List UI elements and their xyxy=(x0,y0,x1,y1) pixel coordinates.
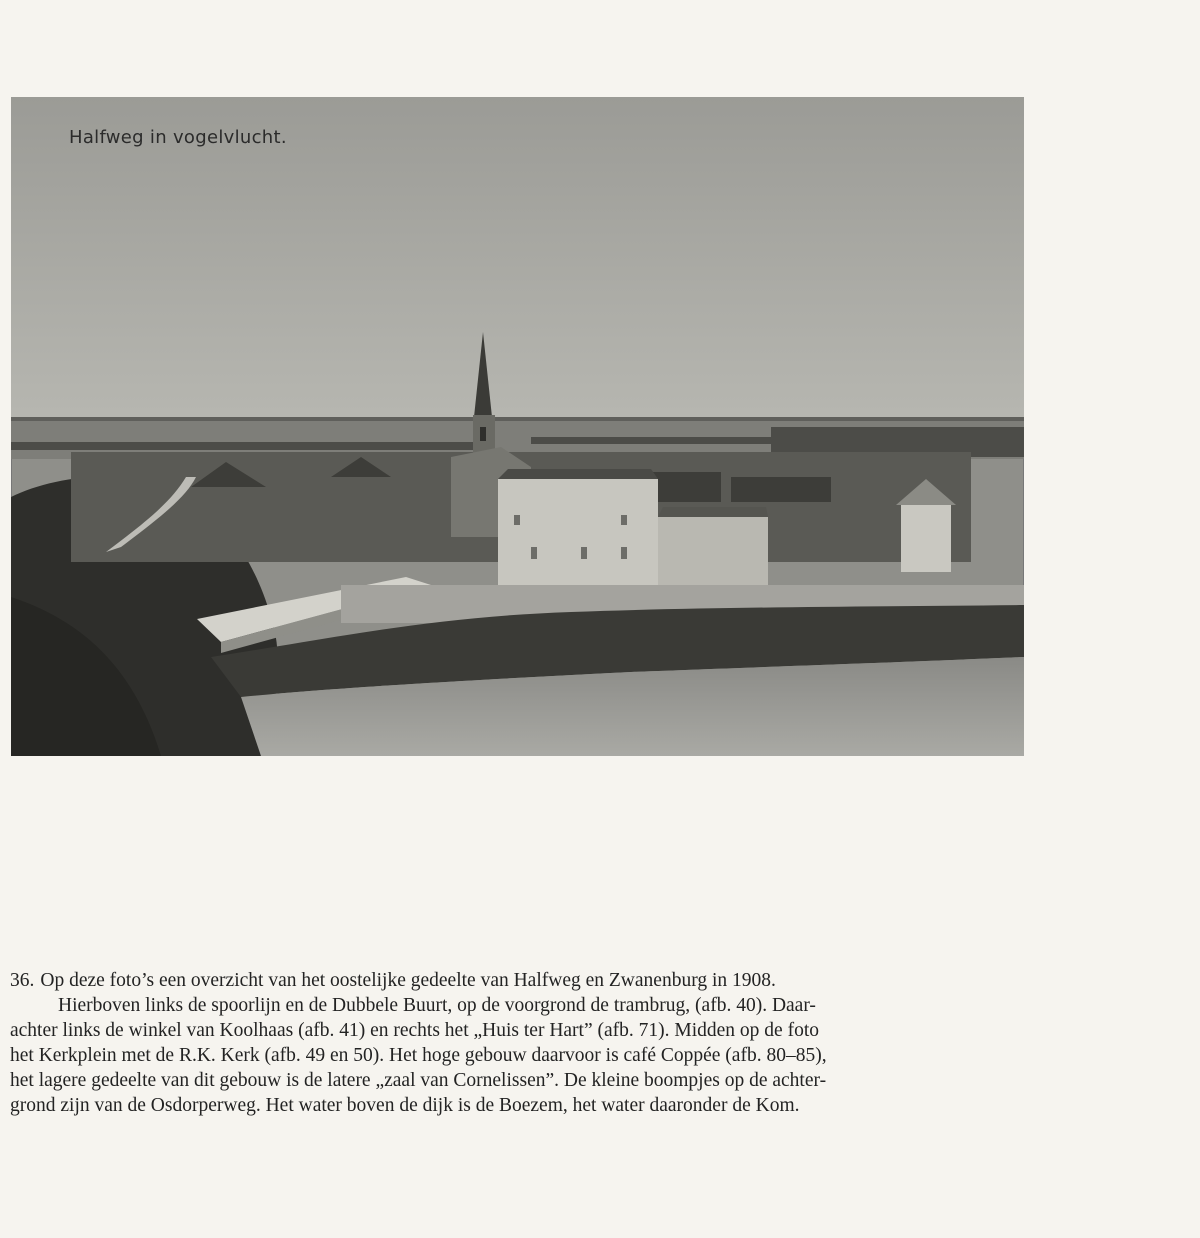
caption-number: 36. xyxy=(10,970,35,991)
caption-text xyxy=(10,968,1030,1118)
historic-photo xyxy=(11,97,1024,756)
caption-line-4: het Kerkplein met de R.K. Kerk (afb. 49 en 50). Het hoge gebouw daarvoor is café Coppée (afb. 80–85), xyxy=(10,1045,827,1066)
photo-illustration xyxy=(11,97,1024,756)
caption-line-1: 36. Op deze foto’s een overzicht van het oostelijke gedeelte van Halfweg en Zwanenburg in 1908. xyxy=(10,970,776,991)
caption-line-3: achter links de winkel van Koolhaas (afb. 41) en rechts het „Huis ter Hart” (afb. 71). Midden op de foto xyxy=(10,1020,819,1041)
photo-caption: Halfweg in vogelvlucht. xyxy=(69,127,287,148)
caption-line-2: Hierboven links de spoorlijn en de Dubbele Buurt, op de voorgrond de trambrug, (afb. 40). Daar- xyxy=(58,995,816,1016)
caption-line-6: grond zijn van de Osdorperweg. Het water boven de dijk is de Boezem, het water daaronder de Kom. xyxy=(10,1095,800,1116)
caption-line-5: het lagere gedeelte van dit gebouw is de latere „zaal van Cornelissen”. De kleine boompjes op de achter- xyxy=(10,1070,827,1091)
